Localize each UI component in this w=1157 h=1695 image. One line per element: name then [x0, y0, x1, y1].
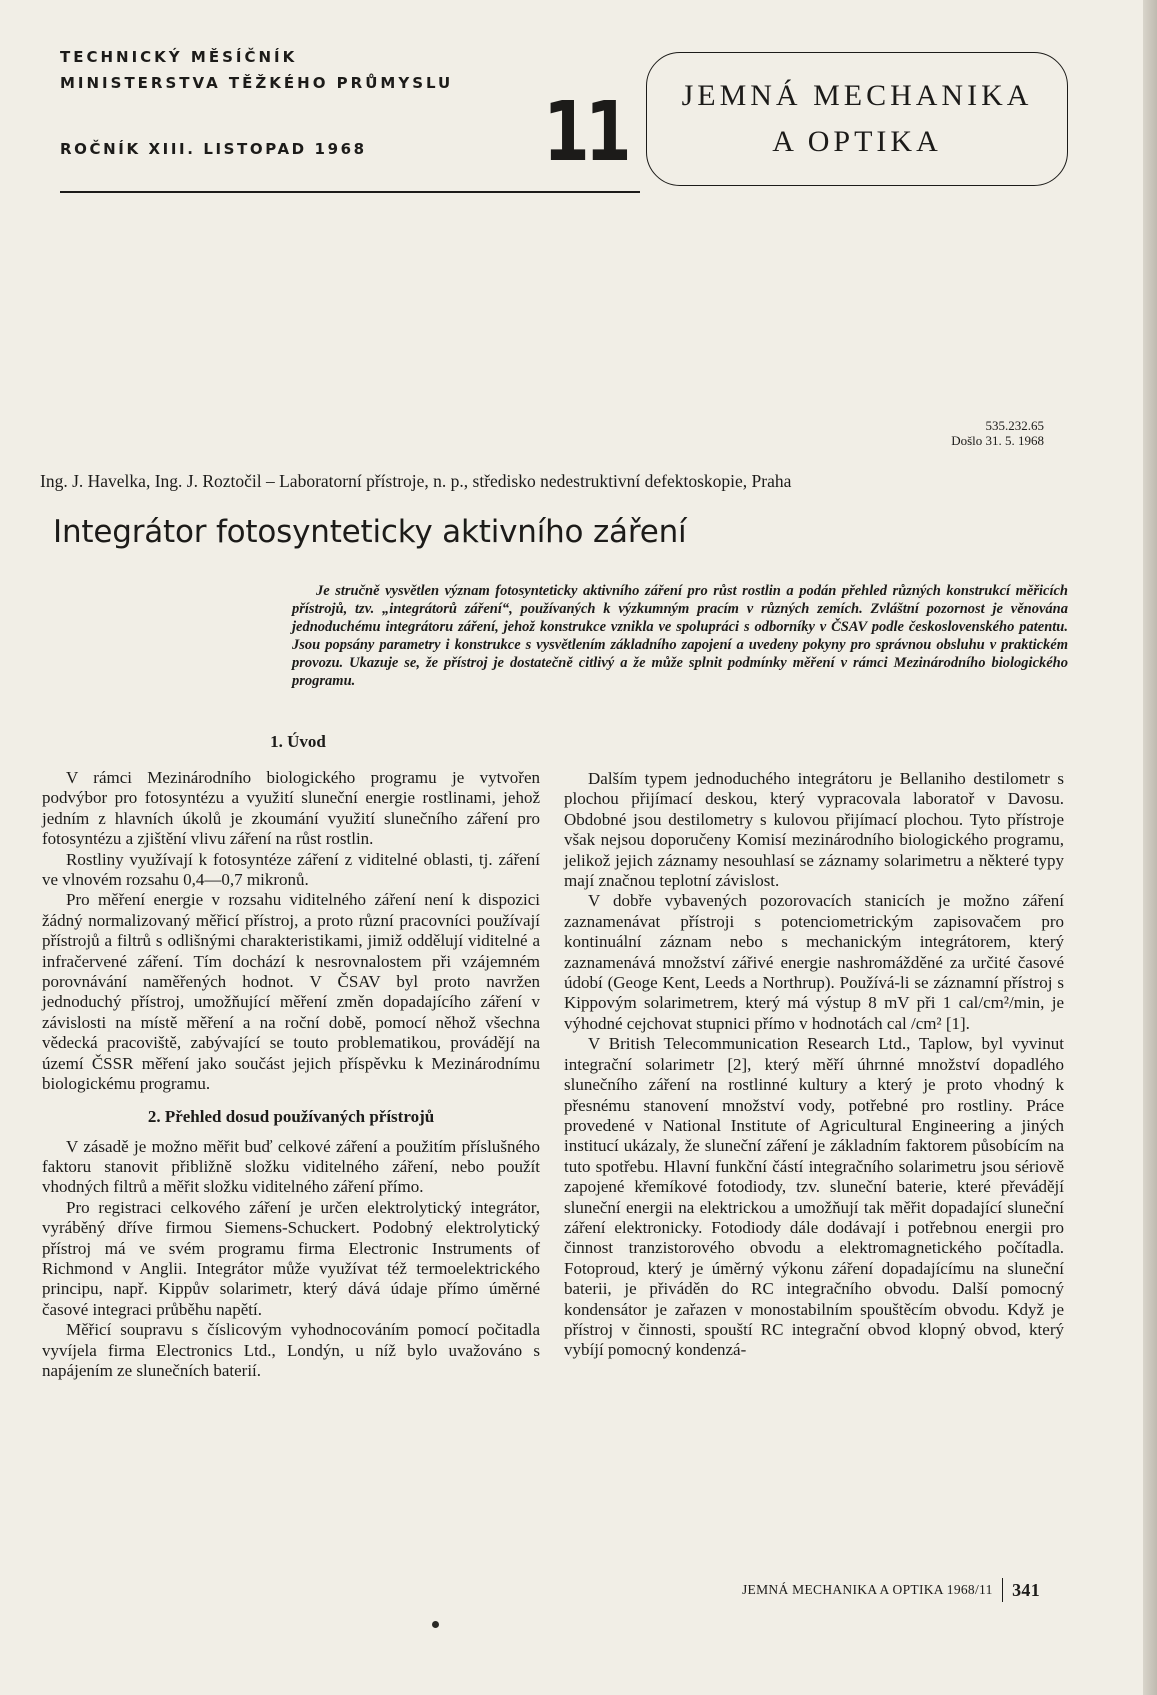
article-title: Integrátor fotosynteticky aktivního záření: [53, 514, 687, 550]
page-edge-shadow: [1143, 0, 1157, 1695]
footer-journal-ref: JEMNÁ MECHANIKA A OPTIKA 1968/11: [742, 1582, 993, 1597]
right-column: [564, 769, 1064, 1361]
journal-title-line-2: A OPTIKA: [772, 125, 942, 158]
masthead-line-2: MINISTERSTVA TĚŽKÉHO PRŮMYSLU: [60, 74, 454, 92]
paragraph: Pro měření energie v rozsahu viditelného záření není k dispozici žádný normalizovaný měřicí přístroj, a proto různí pracovníci používají přístrojů a filtrů s odlišnými charakteristikami, jimiž oddělují viditelné a infračervené záření. Tím dochází k nesrovnalostem při vzájemném porovnávání naměřených hodnot. V ČSAV byl proto navržen jednoduchý přístroj, umožňující měření změn dopadajícího záření v závislosti na místě měření a na roční době, pomocí něhož všechna vědecká pracoviště, zabývající se touto problematikou, provádějí na území ČSSR měření jako součást jejich příspěvku k Mezinárodnímu biologickému programu.: [42, 890, 540, 1094]
paragraph: V zásadě je možno měřit buď celkové záření a použitím příslušného faktoru stanovit přibližně složku viditelného záření, nebo použít vhodných filtrů a měřit složku viditelného záření přímo.: [42, 1136, 540, 1197]
print-mark: [432, 1621, 439, 1628]
received-date: Došlo 31. 5. 1968: [951, 433, 1044, 448]
left-column: [42, 730, 540, 1381]
issue-line: ROČNÍK XIII. LISTOPAD 1968: [60, 140, 367, 158]
paragraph: Pro registraci celkového záření je určen elektrolytický integrátor, vyráběný dříve firmou Siemens-Schuckert. Podobný elektrolytický přístroj má ve svém programu firma Electronic Instruments of Richmond v Anglii. Integrátor může využívat též termoelektrického principu, např. Kippův solarimetr, který dává údaje přímo úměrné časové integraci průběhu napětí.: [42, 1197, 540, 1319]
masthead-publisher: [60, 44, 453, 162]
issue-number: 11: [543, 85, 627, 180]
paragraph: V rámci Mezinárodního biologického programu je vytvořen podvýbor pro fotosyntézu a využití sluneční energie rostlinami, jehož jedním z hlavních úkolů je zkoumání využití slunečního záření pro fotosyntézu a zjištění vlivu záření na růst rostlin.: [42, 768, 540, 849]
page-number: 341: [1012, 1580, 1041, 1600]
article-abstract: [292, 582, 1068, 690]
paragraph: Rostliny využívají k fotosyntéze záření z viditelné oblasti, tj. záření ve vlnovém rozsahu 0,4—0,7 mikronů.: [42, 849, 540, 890]
masthead-divider: [60, 191, 640, 193]
classification-code: 535.232.65: [985, 418, 1044, 433]
footer-divider: [1002, 1578, 1004, 1602]
paragraph: Měřicí soupravu s číslicovým vyhodnocováním pomocí počitadla vyvíjela firma Electronics Ltd., Londýn, u níž bylo uvažováno s napájením ze slunečních baterií.: [42, 1320, 540, 1380]
article-authors: Ing. J. Havelka, Ing. J. Roztočil – Laboratorní přístroje, n. p., středisko nedestruktivní defektoskopie, Praha: [40, 471, 792, 491]
section-1-heading: 1. Úvod: [270, 732, 326, 751]
journal-title-box: [646, 52, 1068, 186]
paragraph: V dobře vybavených pozorovacích stanicích je možno záření zaznamenávat přístroji s potenciometrickým zapisovačem pro kontinuální záznam nebo s mechanickým integrátorem, který zaznamenává množství zářivé energie nashromážděné za určité časové údobí (Geoge Kent, Leeds a Northrup). Používá-li se záznamní přístroj s Kippovým solarimetrem, který má výstup 8 mV při 1 cal/cm²/min, je výhodné cejchovat stupnici přímo v hodnotách cal /cm² [1].: [564, 891, 1064, 1033]
abstract-text: Je stručně vysvětlen význam fotosynteticky aktivního záření pro růst rostlin a podán přehled různých konstrukcí měřicích přístrojů, tzv. „integrátorů záření“, používaných k výzkumným pracím v různých zemích. Zvláštní pozornost je věnována jednoduchému integrátoru záření, jehož konstrukce vznikla ve spolupráci s odborníky v ČSAV podle československého patentu. Jsou popsány parametry i konstrukce s vysvětlením základního zapojení a uvedeny pokyny pro správnou obsluhu v praktickém provozu. Ukazuje se, že přístroj je dostatečně citlivý a že může splnit podmínky měření v rámci Mezinárodního biologického programu.: [292, 583, 1068, 689]
section-2-heading: 2. Přehled dosud používaných přístrojů: [147, 1106, 435, 1126]
paragraph: V British Telecommunication Research Ltd., Taplow, byl vyvinut integrační solarimetr [2], který měří úhrnné množství dopadlého slunečního záření na rostlinné kultury a který je proto vhodný k přesnému stanovení množství vody, potřebné pro rostliny. Práce provedené v National Institute of Agricultural Engineering a jiných institucí ukázaly, že sluneční záření je základním faktorem působícím na tuto spotřebu. Hlavní funkční částí integračního solarimetru jsou sériově zapojené křemíkové fotodiody, tzv. sluneční baterie, které převádějí sluneční energii na elektrickou a umožňují tak měřit dopadající sluneční záření elektronicky. Fotodiody dále dodávají i potřebnou energii pro činnost tranzistorového obvodu a elektromagnetického počítadla. Fotoproud, který je úměrný výkonu záření dopadajícímu na sluneční baterii, je přiváděn do RC integračního obvodu. Další pomocný kondensátor je zařazen v monostabilním spouštěcím obvodu. Když je přístroj v činnosti, spouští RC integrační obvod klopný obvod, který vybíjí pomocný kondenzá-: [564, 1034, 1064, 1360]
journal-title-line-1: JEMNÁ MECHANIKA: [681, 79, 1033, 112]
classification-block: [844, 418, 1044, 448]
page-footer: [742, 1578, 1040, 1602]
paragraph: Dalším typem jednoduchého integrátoru je Bellaniho destilometr s plochou přijímací deskou, který vypracovala laboratoř v Davosu. Obdobné jsou destilometry s kulovou přijímací plochou. Tyto přístroje však nejsou doporučeny Komisí mezinárodního biologického programu, jelikož jejich záznamy nesouhlasí se záznamy solarimetru a některé typy mají značnou teplotní závislost.: [564, 769, 1064, 891]
masthead-line-1: TECHNICKÝ MĚSÍČNÍK: [60, 48, 298, 66]
